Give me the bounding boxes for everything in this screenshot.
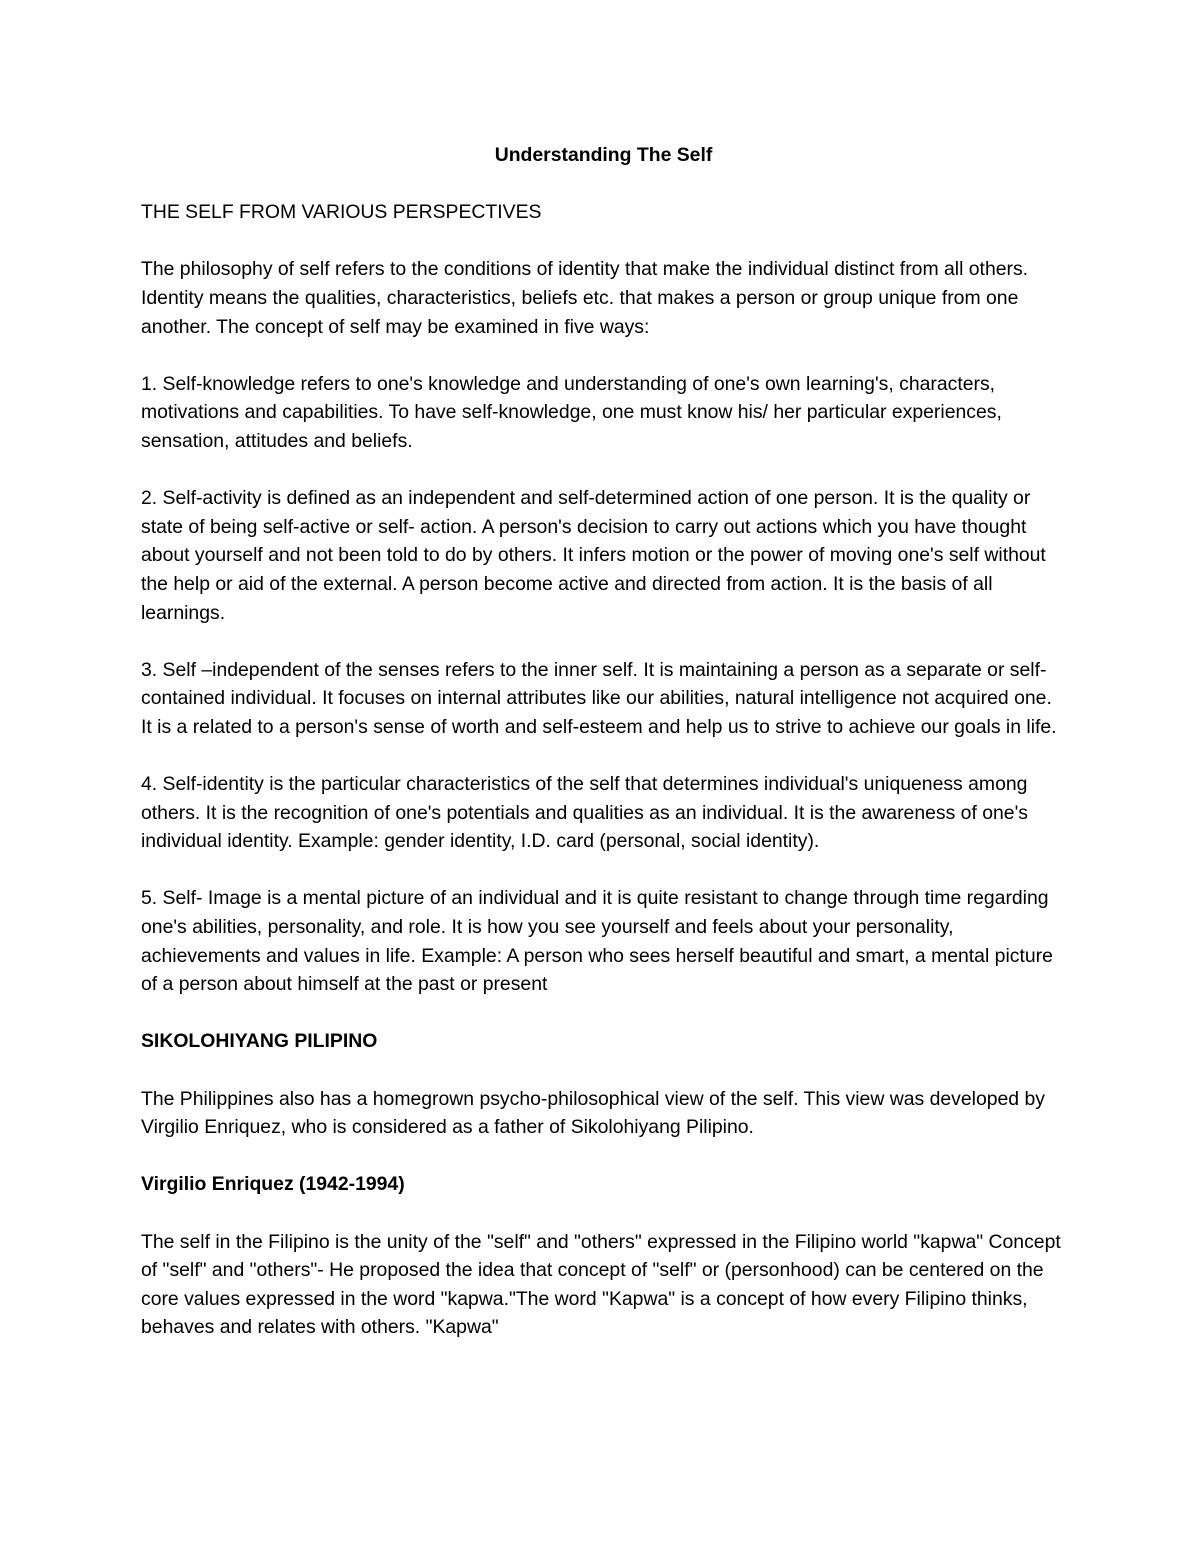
list-item: 2. Self-activity is defined as an independent and self-determined action of one person. It is the quality or state of being self-active or self- action. A person's decision to carry out actions which you have thought about yourself and not been told to do by others. It infers motion or the power of moving one's self without the help or aid of the external. A person become active and directed from action. It is the basis of all learnings. <box>141 487 1046 624</box>
enriquez-paragraph: The self in the Filipino is the unity of the "self" and "others" expressed in the Filipino world "kapwa" Concept of "self" and "others"- He proposed the idea that concept of "self" or (personhood) can be centered on the core values expressed in the word "kapwa."The word "Kapwa" is a concept of how every Filipino thinks, behaves and relates with others. "Kapwa" <box>141 1230 1061 1339</box>
sikolohiya-heading: SIKOLOHIYANG PILIPINO <box>141 1030 378 1053</box>
section-heading: THE SELF FROM VARIOUS PERSPECTIVES <box>141 201 542 224</box>
list-item: 5. Self- Image is a mental picture of an individual and it is quite resistant to change through time regarding one's abilities, personality, and role. It is how you see yourself and feels about your personality, achievements and values in life. Example: A person who sees herself beautiful and smart, a mental picture of a person about himself at the past or present <box>141 887 1053 996</box>
list-item: 4. Self-identity is the particular characteristics of the self that determines individual's uniqueness among others. It is the recognition of one's potentials and qualities as an individual. It is the awareness of one's individual identity. Example: gender identity, I.D. card (personal, social identity). <box>141 773 1028 853</box>
list-item: 1. Self-knowledge refers to one's knowledge and understanding of one's own learning's, characters, motivations and capabilities. To have self-knowledge, one must know his/ her particular experiences, sensation, attitudes and beliefs. <box>141 372 1002 452</box>
sikolohiya-paragraph: The Philippines also has a homegrown psycho-philosophical view of the self. This view was developed by Virgilio Enriquez, who is considered as a father of Sikolohiyang Pilipino. <box>141 1087 1045 1139</box>
document-page <box>141 141 1066 1371</box>
document-title: Understanding The Self <box>494 144 713 166</box>
list-item: 3. Self –independent of the senses refers to the inner self. It is maintaining a person as a separate or self-contained individual. It focuses on internal attributes like our abilities, natural intelligence not acquired one. It is a related to a person's sense of worth and self-esteem and help us to strive to achieve our goals in life. <box>141 658 1057 738</box>
enriquez-heading: Virgilio Enriquez (1942-1994) <box>141 1173 405 1196</box>
intro-paragraph: The philosophy of self refers to the conditions of identity that make the individual distinct from all others. Identity means the qualities, characteristics, beliefs etc. that makes a person or group unique from one another. The concept of self may be examined in five ways: <box>141 258 1029 338</box>
